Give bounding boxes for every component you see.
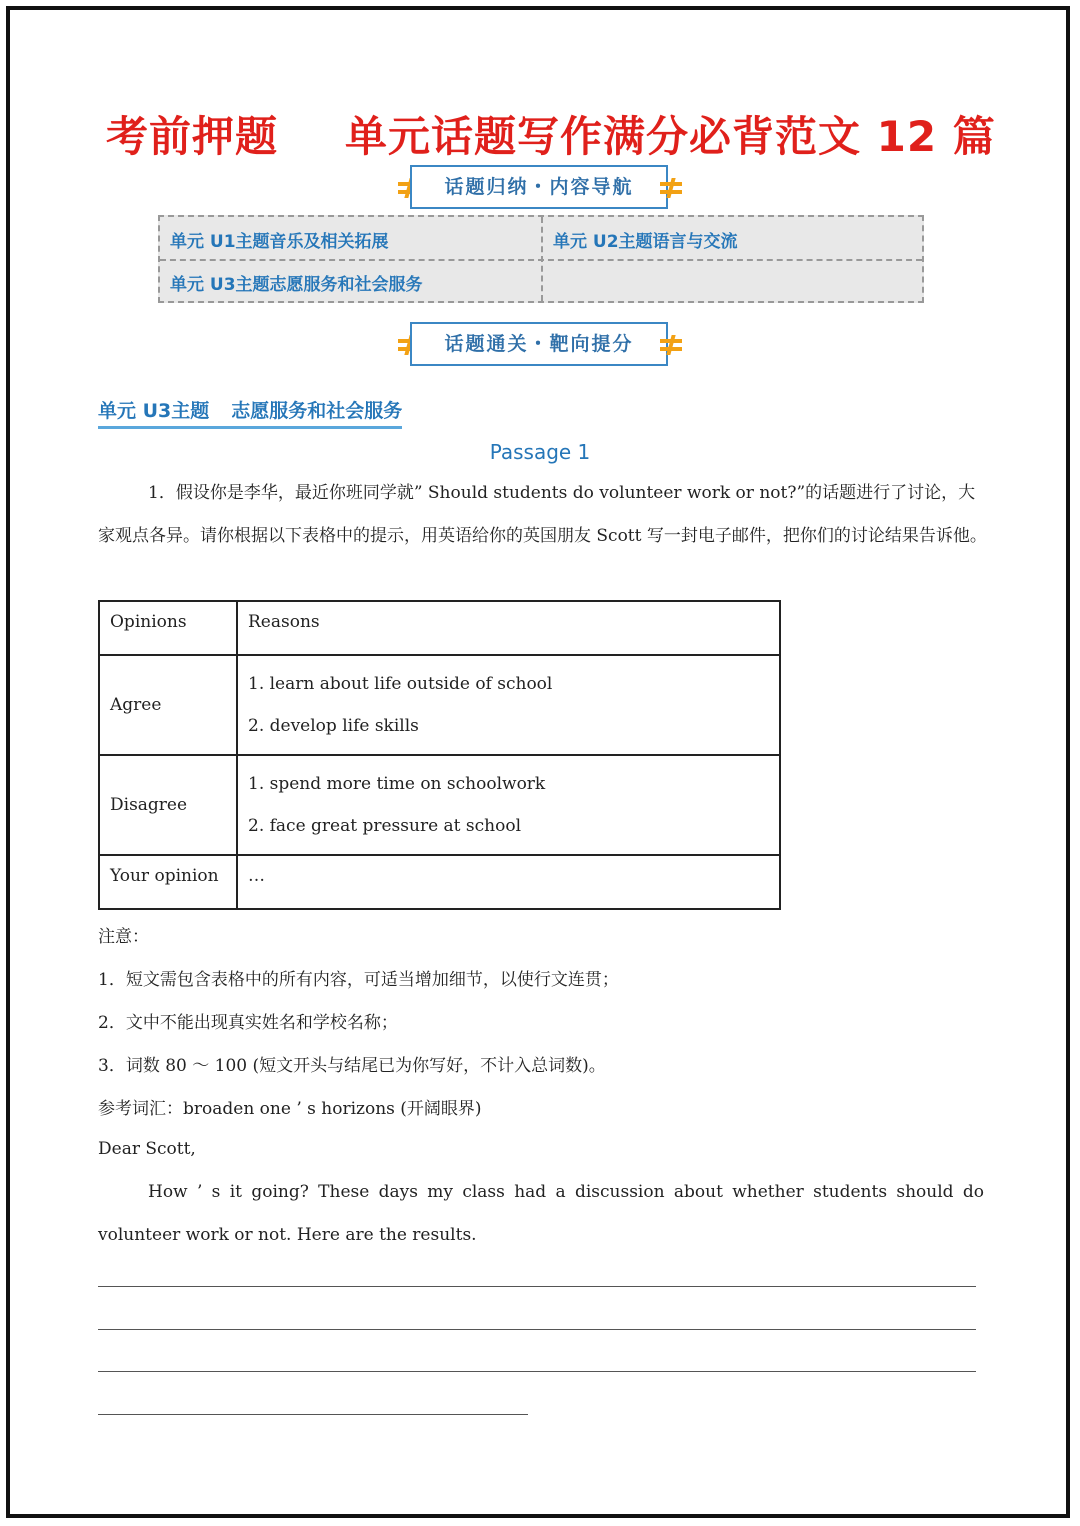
section-unit: 单元 U3主题: [98, 400, 210, 422]
topic-nav-badge: 话题归纳・内容导航: [410, 165, 668, 209]
unit-item-u2: 单元 U2主题语言与交流: [553, 232, 738, 252]
table-row: [99, 855, 780, 909]
disagree-reason-1: 1. spend more time on schoolwork: [248, 774, 546, 794]
disagree-reason-2: 2. face great pressure at school: [248, 816, 522, 836]
your-opinion-value: …: [237, 855, 780, 909]
table-row: [99, 601, 780, 655]
disagree-label: Disagree: [99, 755, 237, 855]
table-row: [99, 755, 780, 855]
note-2: 2．文中不能出现真实姓名和学校名称；: [98, 1013, 398, 1033]
writing-line: [98, 1371, 976, 1372]
letter-greeting: Dear Scott,: [98, 1139, 196, 1159]
section-heading: [98, 396, 402, 429]
unit-item-u1: 单元 U1主题音乐及相关拓展: [170, 232, 389, 252]
notes-block: [98, 916, 619, 1131]
title-left: 考前押题: [106, 112, 279, 161]
your-opinion-label: Your opinion: [99, 855, 237, 909]
table-row: [99, 655, 780, 755]
notes-heading: 注意：: [98, 927, 149, 947]
opinion-table: [98, 600, 781, 910]
agree-reason-1: 1. learn about life outside of school: [248, 674, 553, 694]
reference-vocab: 参考词汇：broaden one ’ s horizons (开阔眼界): [98, 1099, 482, 1119]
section-topic: 志愿服务和社会服务: [231, 400, 403, 422]
writing-line: [98, 1329, 976, 1330]
agree-reason-2: 2. develop life skills: [248, 716, 419, 736]
equals-decoration-icon: [660, 337, 682, 353]
table-header-opinions: Opinions: [99, 601, 237, 655]
writing-line: [98, 1414, 528, 1415]
table-header-reasons: Reasons: [237, 601, 780, 655]
writing-line: [98, 1286, 976, 1287]
letter-block: [98, 1128, 984, 1257]
passage-title: Passage 1: [489, 440, 591, 464]
note-1: 1．短文需包含表格中的所有内容，可适当增加细节，以使行文连贯；: [98, 970, 619, 990]
equals-decoration-icon: [660, 180, 682, 196]
page-title: [0, 104, 1080, 164]
letter-body: How ’ s it going? These days my class had a discussion about whether students should do volunteer work or not. Here are the results.: [98, 1182, 984, 1245]
unit-item-u3: 单元 U3主题志愿服务和社会服务: [170, 275, 423, 295]
title-right: 单元话题写作满分必背范文 12 篇: [345, 112, 996, 161]
unit-list: [158, 215, 924, 303]
note-3: 3．词数 80 ～ 100 (短文开头与结尾已为你写好，不计入总词数)。: [98, 1056, 606, 1076]
question-prompt: 1．假设你是李华，最近你班同学就” Should students do volunteer work or not?”的话题进行了讨论，大家观点各异。请你根据以下表格中的提示，用英语给你的英国朋友 Scott 写一封电子邮件，把你们的讨论结果告诉他。: [98, 483, 987, 546]
agree-label: Agree: [99, 655, 237, 755]
topic-practice-badge: 话题通关・靶向提分: [410, 322, 668, 366]
